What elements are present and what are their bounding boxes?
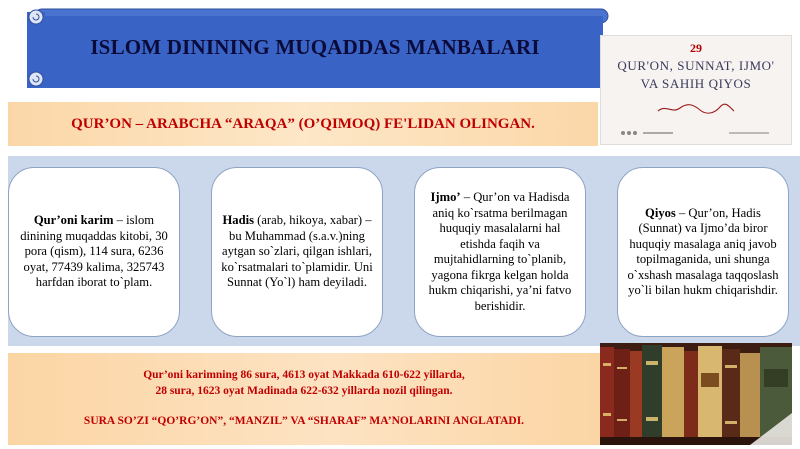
cover-number: 29 xyxy=(690,41,702,55)
card-hadis-text: (arab, hikoya, xabar) – bu Muhammad (s.a.v.)ning aytgan so`zlari, qilgan ishlari, ko`rsatmalari to`plamidir. Uni Sunnat (Yo`l) ham deyiladi. xyxy=(221,213,373,290)
bottom-line-3: SURA SO’ZI “QO’RG’ON”, “MANZIL” VA “SHARAF” MA’NOLARINI ANGLATADI. xyxy=(83,415,525,427)
card-hadis xyxy=(211,167,383,337)
book-cover-image xyxy=(600,35,792,145)
subtitle-text: QUR’ON – ARABCHA “ARAQA” (O’QIMOQ) FE'LIDAN OLINGAN. xyxy=(71,115,535,132)
card-ijmo-body xyxy=(424,190,576,314)
card-qiyos-term: Qiyos xyxy=(645,205,676,220)
cover-title-line1: QUR'ON, SUNNAT, IJMO' xyxy=(617,58,775,73)
cover-signature-icon xyxy=(656,102,736,116)
card-hadis-body xyxy=(221,213,373,291)
card-qiyos xyxy=(617,167,789,337)
card-ijmo xyxy=(414,167,586,337)
card-hadis-term: Hadis xyxy=(222,213,254,228)
card-quran-text: – islom dinining muqaddas kitobi, 30 pora (qism), 114 sura, 6236 oyat, 77439 kalima, 325743 harfdan iborat to`plam. xyxy=(20,213,168,290)
card-qiyos-text: – Qur’on, Hadis (Sunnat) va Ijmo’da biror huquqiy masalaga aniq javob topilmaganida, uni shunga o`xshash masalaga taqqoslash yo`li bilan hukm chiqarishdir. xyxy=(627,205,779,297)
cover-title-line2: VA SAHIH QIYOS xyxy=(640,76,752,91)
cover-footer-icon xyxy=(619,128,779,138)
card-ijmo-text: – Qur’on va Hadisda aniq ko`rsatma berilmagan huquqiy masalalarni hal etishda faqih va mujtahidlarning to`planib, yagona fikrga kelgan holda hukm chiqarishi, ya’ni fatvo berishidir. xyxy=(428,190,572,313)
card-quran-body xyxy=(18,213,170,291)
card-quran-term: Qur’oni karim xyxy=(33,213,114,228)
card-qiyos-body xyxy=(627,206,779,299)
bottom-info-bar xyxy=(8,353,600,445)
page-title: ISLOM DININING MUQADDAS MANBALARI xyxy=(90,34,540,59)
card-quran xyxy=(8,167,180,337)
card-ijmo-term: Ijmo’ xyxy=(430,190,461,204)
bottom-line-2: 28 sura, 1623 oyat Madinada 622-632 yillarda nozil qilingan. xyxy=(155,385,453,397)
bookshelf-image xyxy=(600,343,792,445)
bottom-line-1: Qur’oni karimning 86 sura, 4613 oyat Makkada 610-622 yillarda, xyxy=(143,369,465,381)
